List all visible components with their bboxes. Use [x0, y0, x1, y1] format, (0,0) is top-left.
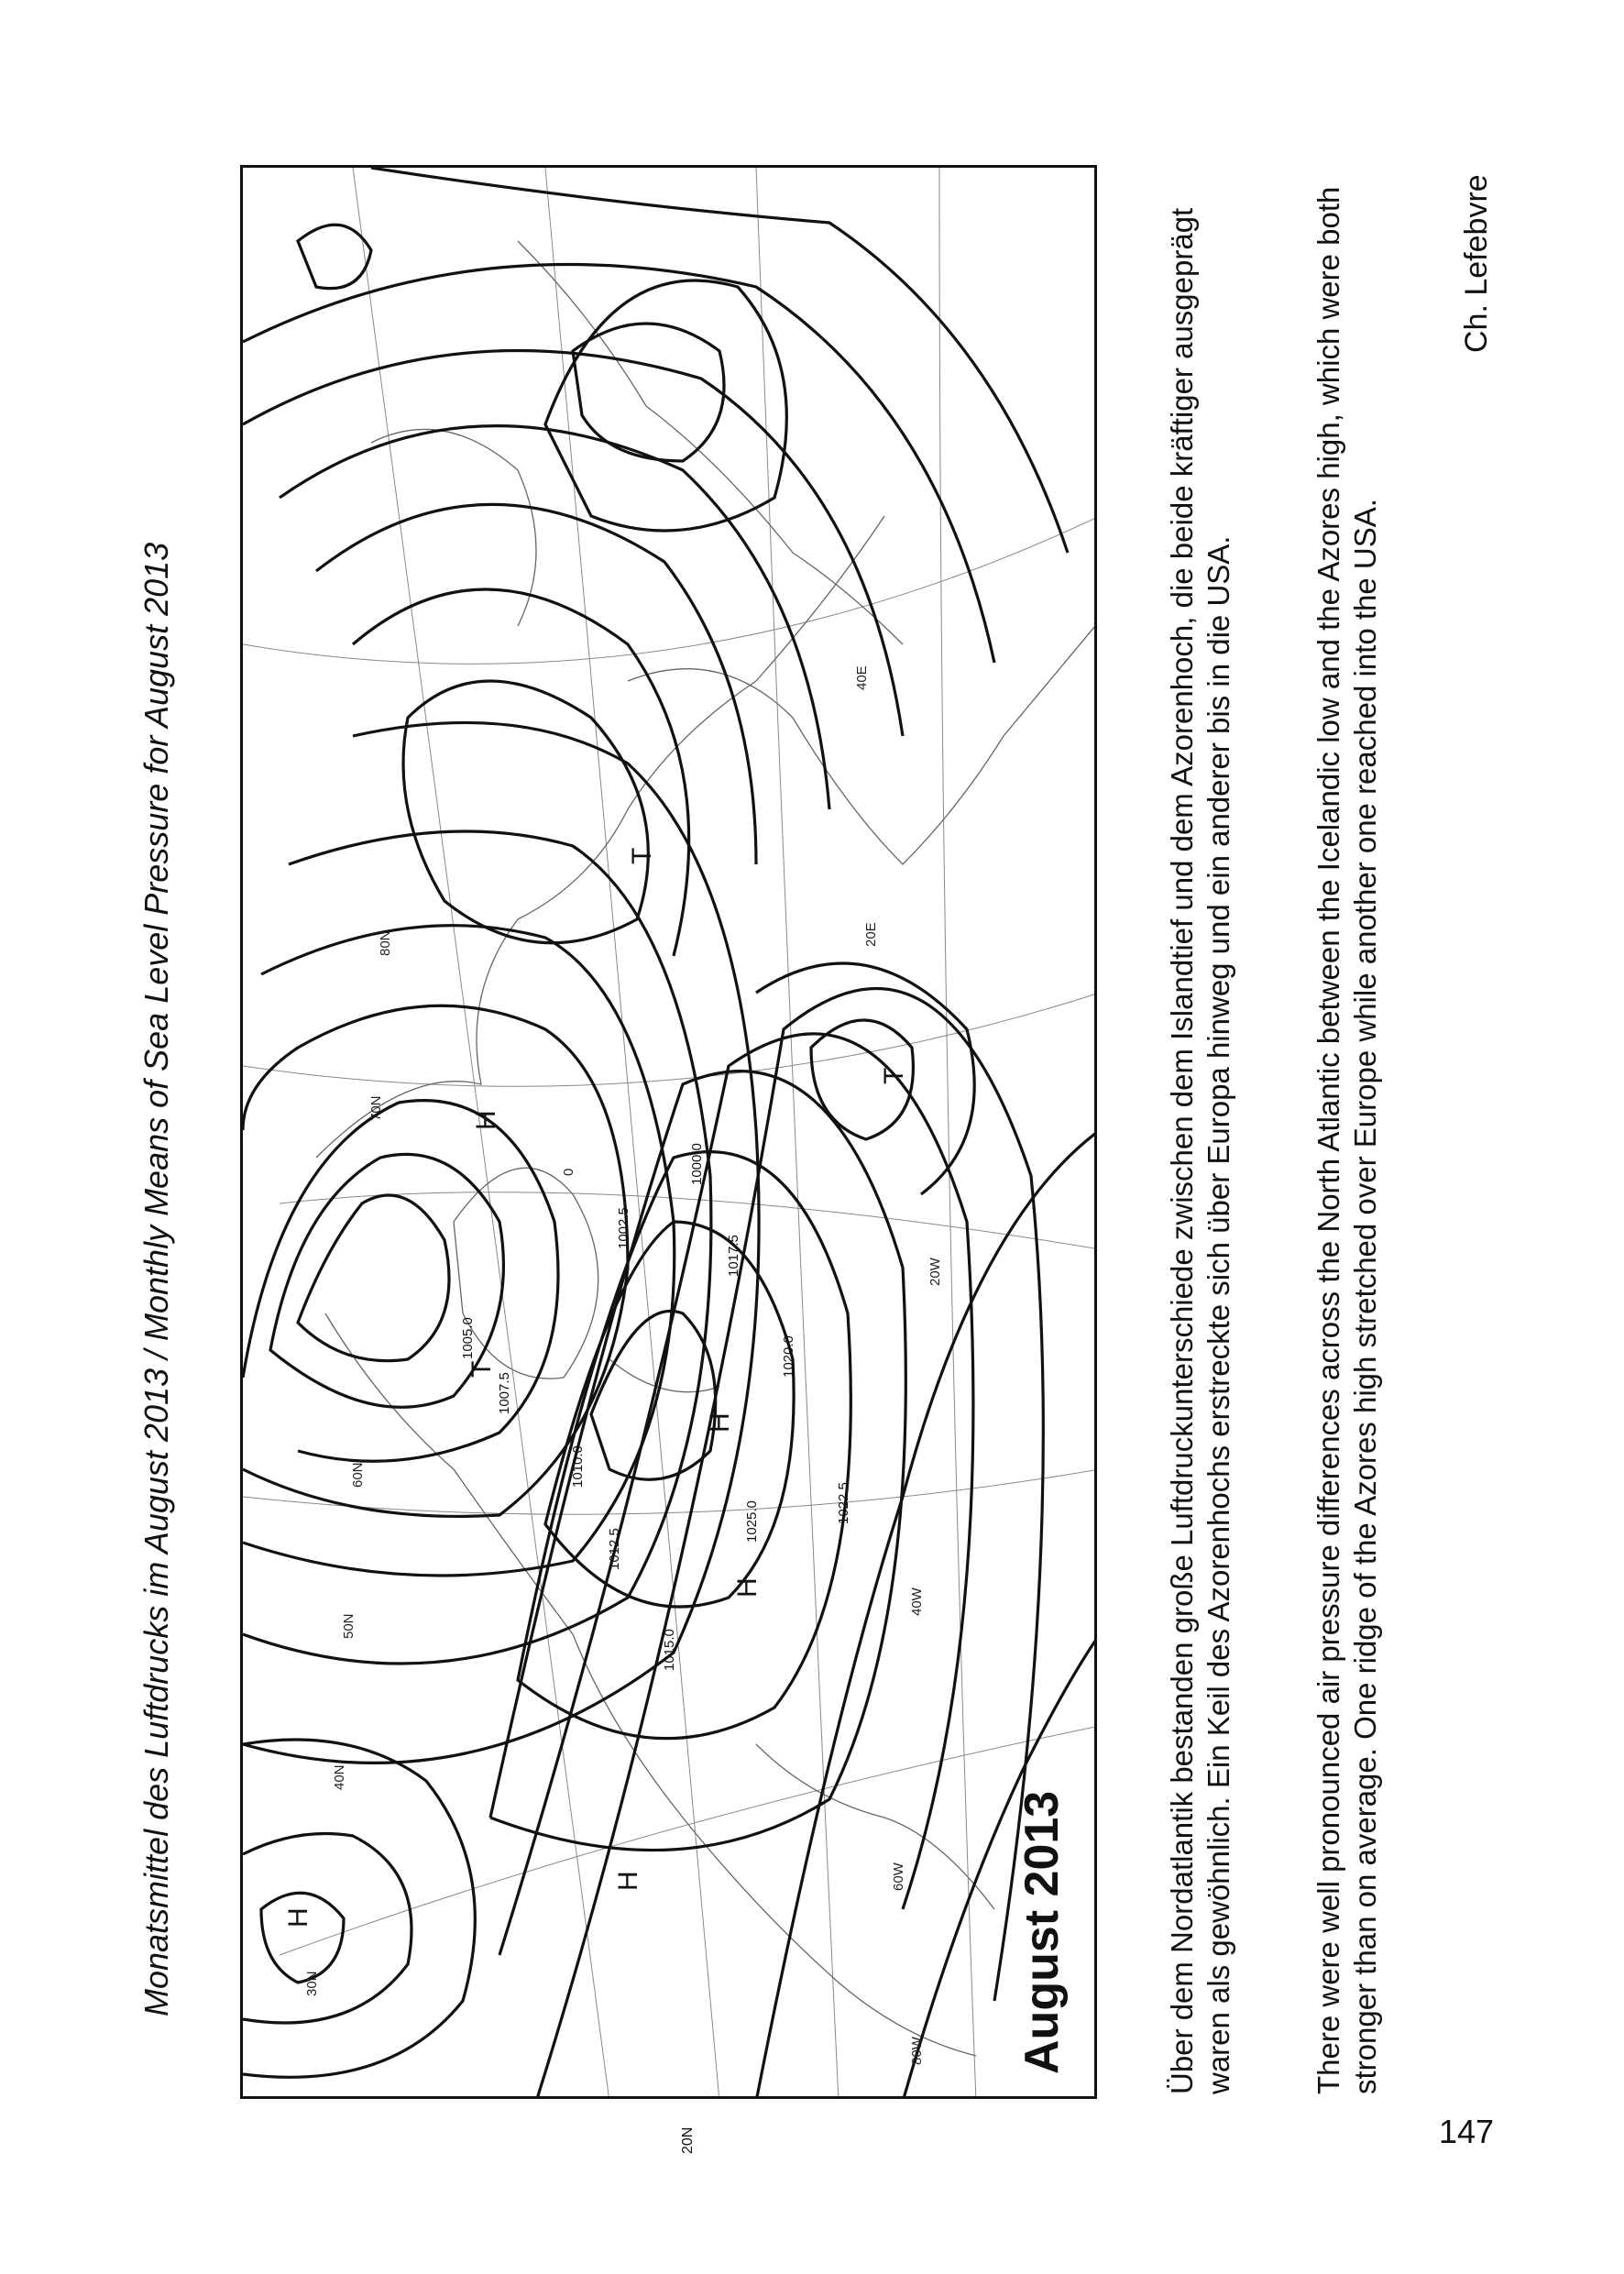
isobar-label: 1000.0	[689, 1143, 705, 1185]
latitude-label: 80N	[378, 930, 393, 956]
isobars	[243, 168, 1097, 2099]
coordinate-labels	[304, 665, 943, 2065]
latitude-label: 40N	[332, 1764, 347, 1790]
isobar-label: 1015.0	[662, 1629, 677, 1671]
page-title: Monatsmittel des Luftdrucks im August 2013 / Monthly Means of Sea Level Pressure for August 2013	[137, 542, 175, 2016]
isobar-label: 1010.0	[570, 1445, 586, 1488]
low-center: T	[466, 1360, 497, 1378]
high-center: H	[471, 1110, 501, 1130]
paragraph-english: There were well pronounced air pressure differences across the North Atlantic between the Icelandic low and the Azores high, which were both stronger than on average. One ridge of the Azores high stretched over Europe while another one reached into the USA.	[1311, 186, 1382, 2094]
high-center: H	[732, 1577, 763, 1598]
map-date-label: August 2013	[1015, 1790, 1069, 2074]
high-center: H	[283, 1907, 313, 1928]
latitude-label: 70N	[368, 1095, 384, 1121]
longitude-label: 0	[561, 1168, 576, 1176]
longitude-label: 20W	[927, 1258, 943, 1286]
longitude-label: 40W	[909, 1587, 925, 1616]
latitude-label: 60N	[350, 1462, 366, 1488]
pressure-map	[240, 165, 1097, 2099]
latitude-label: 30N	[304, 1971, 320, 1996]
longitude-label: 80W	[909, 2037, 925, 2065]
author: Ch. Lefebvre	[1459, 174, 1494, 353]
high-center: H	[705, 1412, 735, 1433]
isobar-label: 1002.5	[616, 1207, 631, 1249]
latitude-label-outside: 20N	[680, 2126, 696, 2154]
paragraph-german: Über dem Nordatlantik bestanden große Luftdruckunterschiede zwischen dem Islandtief und dem Azorenhoch, die beide kräftiger ausgeprägt waren als gewöhnlich. Ein Keil des Azorenhochs erstreckte sich über Europa hinweg und ein anderer bis in die USA.	[1165, 207, 1235, 2094]
isobar-label: 1017.5	[726, 1235, 741, 1277]
pressure-centers	[283, 848, 909, 1928]
high-center: H	[613, 1871, 643, 1891]
isobar-label: 1007.5	[497, 1372, 512, 1414]
pressure-map-canvas	[243, 168, 1097, 2099]
isobar-label: 1022.5	[836, 1482, 851, 1524]
low-center: T	[627, 847, 657, 864]
page-number: 147	[1439, 2113, 1495, 2150]
longitude-label: 20E	[863, 922, 879, 947]
longitude-label: 60W	[891, 1862, 906, 1891]
isobar-label: 1025.0	[744, 1500, 760, 1543]
latitude-label: 50N	[341, 1613, 357, 1639]
isobar-label: 1012.5	[607, 1528, 622, 1570]
longitude-label: 40E	[854, 665, 870, 690]
graticule	[243, 168, 1097, 2099]
low-center: T	[879, 1067, 909, 1084]
isobar-label: 1005.0	[460, 1317, 476, 1359]
isobar-label: 1020.0	[781, 1335, 796, 1378]
